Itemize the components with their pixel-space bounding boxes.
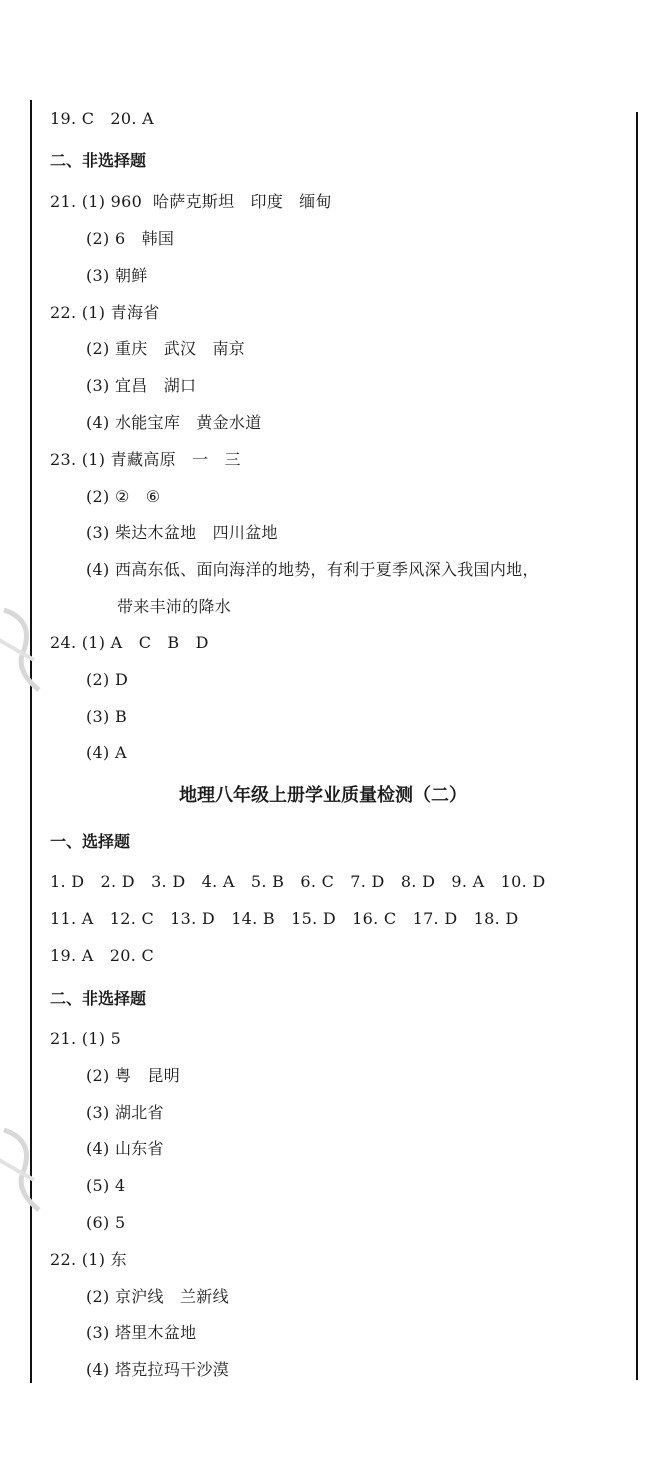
answer-q24-1: 24. (1) A C B D xyxy=(50,633,209,652)
section-heading-nonchoice: 二、非选择题 xyxy=(50,989,147,1008)
answer-q21-5: (5) 4 xyxy=(86,1176,126,1195)
answer-q23-3: (3) 柴达木盆地 四川盆地 xyxy=(86,523,278,542)
answer-q23-4-continued: 带来丰沛的降水 xyxy=(117,597,232,616)
answer-line-19-20: 19. C 20. A xyxy=(50,109,155,128)
answer-row-1-10: 1. D 2. D 3. D 4. A 5. B 6. C 7. D 8. D 9. A 10. D xyxy=(50,872,546,891)
answer-q22-4: (4) 塔克拉玛干沙漠 xyxy=(86,1360,230,1379)
answer-q23-2: (2) ② ⑥ xyxy=(86,487,161,506)
answer-q22-2: (2) 重庆 武汉 南京 xyxy=(86,339,246,358)
answer-q22-2: (2) 京沪线 兰新线 xyxy=(86,1287,229,1306)
answer-q23-1: 23. (1) 青藏高原 一 三 xyxy=(50,450,241,469)
answer-q24-4: (4) A xyxy=(86,743,127,762)
answer-q21-4: (4) 山东省 xyxy=(86,1139,164,1158)
answer-q22-3: (3) 宜昌 湖口 xyxy=(86,376,197,395)
answer-q22-3: (3) 塔里木盆地 xyxy=(86,1323,197,1342)
answer-q22-4: (4) 水能宝库 黄金水道 xyxy=(86,413,262,432)
page-right-rule xyxy=(636,112,638,1380)
answer-q22-1: 22. (1) 青海省 xyxy=(50,303,160,322)
answer-q24-2: (2) D xyxy=(86,670,129,689)
answer-q21-2: (2) 6 韩国 xyxy=(86,229,175,248)
answer-q21-1: 21. (1) 960 哈萨克斯坦 印度 缅甸 xyxy=(50,192,332,211)
answer-q21-6: (6) 5 xyxy=(86,1213,126,1232)
answer-q21-1: 21. (1) 5 xyxy=(50,1029,122,1048)
answer-q23-4: (4) 西高东低、面向海洋的地势，有利于夏季风深入我国内地， xyxy=(86,560,539,579)
answer-row-19-20: 19. A 20. C xyxy=(50,946,155,965)
exam-title: 地理八年级上册学业质量检测（二） xyxy=(179,785,467,806)
watermark-stamp xyxy=(0,590,54,700)
section-heading-choice: 一、选择题 xyxy=(50,832,131,851)
section-heading-nonchoice: 二、非选择题 xyxy=(50,151,147,170)
answer-q21-2: (2) 粤 昆明 xyxy=(86,1066,181,1085)
answer-q24-3: (3) B xyxy=(86,707,128,726)
answer-q21-3: (3) 湖北省 xyxy=(86,1103,164,1122)
watermark-stamp xyxy=(0,1110,54,1220)
answer-row-11-18: 11. A 12. C 13. D 14. B 15. D 16. C 17. D 18. D xyxy=(50,909,519,928)
answer-q22-1: 22. (1) 东 xyxy=(50,1250,127,1269)
answer-q21-3: (3) 朝鲜 xyxy=(86,266,148,285)
